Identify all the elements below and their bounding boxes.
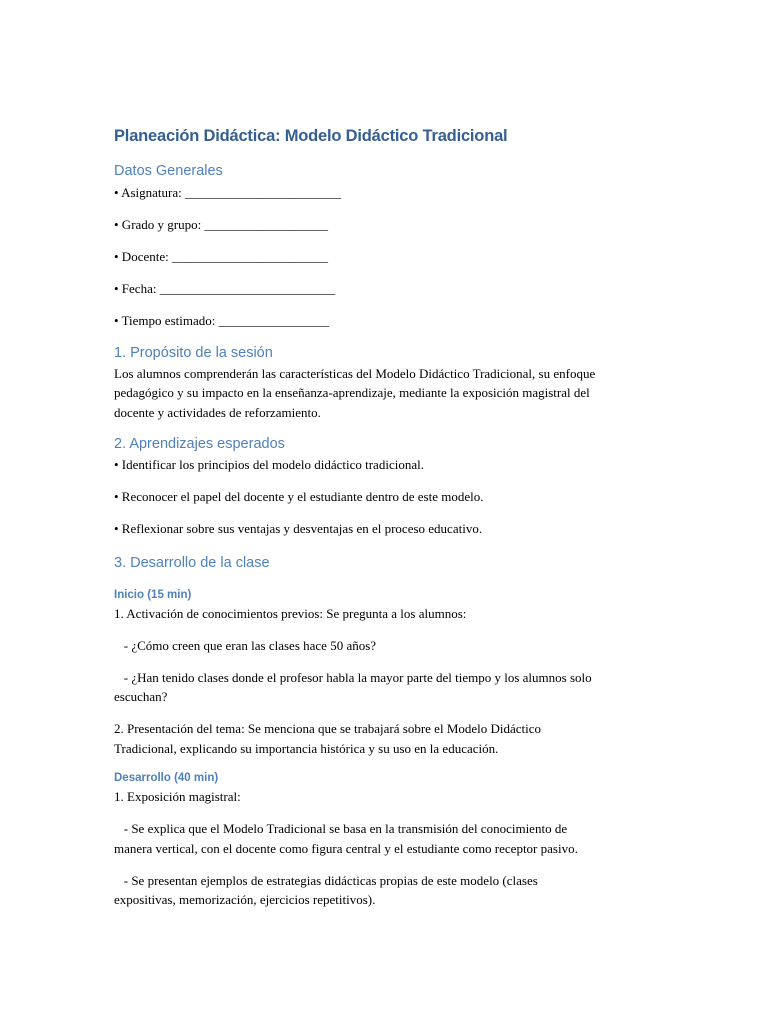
inicio-paragraph [114,668,654,707]
text-line: Tradicional, explicando su importancia histórica y su uso en la educación. [114,740,499,756]
subheading-desarrollo: Desarrollo (40 min) [114,772,219,784]
list-item: • Tiempo estimado: _________________ [114,313,330,328]
heading-desarrollo-clase: 3. Desarrollo de la clase [114,554,270,571]
list-item: • Reconocer el papel del docente y el estudiante dentro de este modelo. [114,489,484,504]
inicio-paragraph: - ¿Cómo creen que eran las clases hace 50 años? [114,637,377,653]
document-title: Planeación Didáctica: Modelo Didáctico Tradicional [114,127,508,145]
text-line: - Se explica que el Modelo Tradicional se basa en la transmisión del conocimiento de [114,821,568,836]
list-item: • Grado y grupo: ___________________ [114,217,328,232]
inicio-paragraph: 1. Activación de conocimientos previos: Se pregunta a los alumnos: [114,605,467,621]
subheading-inicio: Inicio (15 min) [114,588,192,601]
text-line: - Se presentan ejemplos de estrategias didácticas propias de este modelo (clases [114,872,538,888]
text-line: 2. Presentación del tema: Se menciona que se trabajará sobre el Modelo Didáctico [114,721,542,736]
list-item: • Identificar los principios del modelo didáctico tradicional. [114,457,424,472]
text-line: pedagógico y su impacto en la enseñanza-aprendizaje, mediante la exposición magistral del [114,385,590,400]
text-line: docente y actividades de reforzamiento. [114,404,321,420]
document-page [114,126,654,910]
heading-proposito: 1. Propósito de la sesión [114,344,273,361]
desarrollo-paragraph [114,819,654,858]
desarrollo-paragraph [114,871,654,910]
text-line: expositivas, memorización, ejercicios repetitivos). [114,892,376,907]
list-item: • Docente: ________________________ [114,249,328,264]
list-item: • Fecha: ___________________________ [114,281,336,296]
text-line: Los alumnos comprenderán las características del Modelo Didáctico Tradicional, su enfoque [114,365,596,381]
proposito-paragraph [114,364,654,423]
desarrollo-paragraph: 1. Exposición magistral: [114,789,241,804]
heading-aprendizajes: 2. Aprendizajes esperados [114,436,285,452]
inicio-paragraph [114,719,654,758]
heading-datos-generales: Datos Generales [114,163,223,179]
list-item: • Reflexionar sobre sus ventajas y desventajas en el proceso educativo. [114,521,483,536]
text-line: - ¿Han tenido clases donde el profesor habla la mayor parte del tiempo y los alumnos solo [114,669,592,685]
text-line: escuchan? [114,689,168,704]
list-item: • Asignatura: ________________________ [114,185,341,200]
text-line: manera vertical, con el docente como figura central y el estudiante como receptor pasivo. [114,840,578,856]
